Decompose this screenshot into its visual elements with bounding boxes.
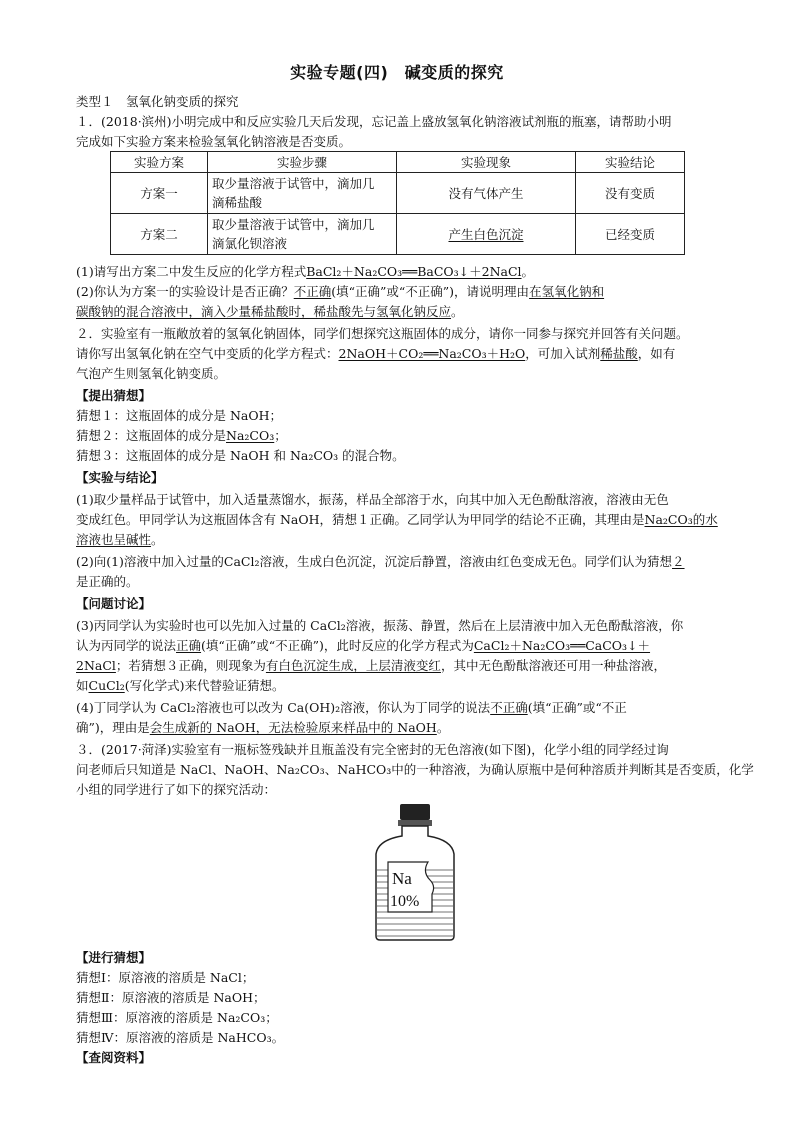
- bottle-cap: [400, 804, 430, 820]
- table-cell: [208, 214, 397, 255]
- step1-line1: (1)取少量样品于试管中，加入适量蒸馏水，振荡，样品全部溶于水，向其中加入无色酚酞溶液，溶液由无色: [76, 492, 669, 507]
- q1-sub2: [76, 282, 748, 302]
- bottle-cap-ring: [398, 820, 432, 826]
- discussion-heading: 【问题讨论】: [76, 596, 152, 611]
- question-text: 猜想２：这瓶固体的成分是: [76, 428, 227, 443]
- q1-intro-2: 完成如下实验方案来检验氢氧化钠溶液是否变质。: [76, 134, 352, 149]
- table-row: [111, 214, 685, 255]
- step1-line2: [76, 510, 748, 530]
- step1-line3: [76, 530, 748, 550]
- q2-equation-cont: 气泡产生则氢氧化钠变质。: [76, 366, 227, 381]
- question-text: (1)请写出方案二中发生反应的化学方程式: [76, 264, 307, 279]
- question-text: ，可加入试剂: [525, 346, 601, 361]
- answer-blank: 不正确: [293, 284, 332, 299]
- hypothesis-1: 猜想１：这瓶固体的成分是 NaOH；: [76, 408, 283, 423]
- question-text: 请你写出氢氧化钠在空气中变质的化学方程式：: [76, 346, 339, 361]
- guess-4: 猜想Ⅳ：原溶液的溶质是 NaHCO₃。: [76, 1030, 285, 1045]
- hypothesis-3: 猜想３：这瓶固体的成分是 NaOH 和 Na₂CO₃ 的混合物。: [76, 448, 405, 463]
- step-text: 滴稀盐酸: [212, 195, 263, 210]
- question-text: 。: [521, 264, 535, 279]
- step-text: 滴氯化钡溶液: [212, 236, 288, 251]
- question-text: ；若猜想３正确，则现象为: [115, 658, 266, 673]
- reference-heading: 【查阅资料】: [76, 1050, 152, 1065]
- answer-blank: Na₂CO₃: [226, 428, 275, 443]
- answer-blank: 溶液也呈碱性: [76, 532, 152, 547]
- answer-blank: 碳酸钠的混合溶液中，滴入少量稀盐酸时，稀盐酸先与氢氧化钠反应: [76, 304, 452, 319]
- table-header: 实验结论: [576, 152, 685, 173]
- step2-line2: 是正确的。: [76, 574, 139, 589]
- q1-intro-1: １．(2018·滨州)小明完成中和反应实验几天后发现，忘记盖上盛放氢氧化钠溶液试剂瓶的瓶塞，请帮助小明: [76, 114, 672, 129]
- step2-line1: [76, 552, 748, 572]
- question-text: (填“正确”或“不正确”)，请说明理由: [331, 284, 530, 299]
- question-text: (4)丁同学认为 CaCl₂溶液也可以改为 Ca(OH)₂溶液，你认为丁同学的说法: [76, 700, 491, 715]
- step3-line1: (3)丙同学认为实验时也可以先加入过量的 CaCl₂溶液，振荡、静置，然后在上层清液中加入无色酚酞溶液，你: [76, 618, 684, 633]
- guess-3: 猜想Ⅲ：原溶液的溶质是 Na₂CO₃；: [76, 1010, 278, 1025]
- answer-blank: 2NaCl: [76, 658, 116, 673]
- question-text: (2)向(1)溶液中加入过量的CaCl₂溶液，生成白色沉淀，沉淀后静置，溶液由红色变成无色。同学们认为猜想: [76, 554, 673, 569]
- answer-blank: CaCl₂＋Na₂CO₃══CaCO₃↓＋: [473, 638, 651, 653]
- step4-line2: [76, 718, 748, 738]
- q3-line2: 问老师后只知道是 NaCl、NaOH、Na₂CO₃、NaHCO₃中的一种溶液，为确认原瓶中是何种溶质并判断其是否变质，化学: [76, 762, 754, 777]
- answer-blank: CuCl₂: [88, 678, 125, 693]
- answer-blank: 不正确: [490, 700, 528, 715]
- answer-blank: 有白色沉淀生成，上层清液变红: [265, 658, 441, 673]
- answer-blank: ２: [672, 554, 685, 569]
- guess-2: 猜想Ⅱ：原溶液的溶质是 NaOH；: [76, 990, 266, 1005]
- question-text: ，其中无色酚酞溶液还可用一种盐溶液，: [440, 658, 666, 673]
- table-header: 实验方案: [111, 152, 208, 173]
- label-text-bottom: 10%: [390, 893, 420, 910]
- table-cell: [397, 214, 576, 255]
- question-text: 如: [76, 678, 89, 693]
- table-cell: 方案一: [111, 173, 208, 214]
- table-row: [111, 173, 685, 214]
- step3-line3: [76, 656, 748, 676]
- question-text: 。: [151, 532, 164, 547]
- answer-blank: 会生成新的 NaOH，无法检验原来样品中的 NaOH: [149, 720, 437, 735]
- answer-blank: 正确: [176, 638, 202, 653]
- hypothesis-heading: 【提出猜想】: [76, 388, 152, 403]
- step-text: 取少量溶液于试管中，滴加几: [212, 217, 375, 232]
- guess-1: 猜想Ⅰ：原溶液的溶质是 NaCl；: [76, 970, 255, 985]
- table-cell: [208, 173, 397, 214]
- q3-line1: ３．(2017·菏泽)实验室有一瓶标签残缺并且瓶盖没有完全密封的无色溶液(如下图)，化学小组的同学经过询: [76, 742, 669, 757]
- table-header-row: [111, 152, 685, 173]
- question-text: 认为丙同学的说法: [76, 638, 177, 653]
- step-text: 取少量溶液于试管中，滴加几: [212, 176, 375, 191]
- table-cell: 没有气体产生: [397, 173, 576, 214]
- question-text: (写化学式)来代替验证猜想。: [124, 678, 285, 693]
- question-text: 。: [436, 720, 450, 735]
- experiment-table: [110, 151, 685, 255]
- step4-line1: [76, 698, 748, 718]
- page-title: 实验专题(四) 碱变质的探究: [290, 63, 504, 82]
- answer-blank: BaCl₂＋Na₂CO₃══BaCO₃↓＋2NaCl: [306, 264, 522, 279]
- table-cell: 已经变质: [576, 214, 685, 255]
- question-text: 变成红色。甲同学认为这瓶固体含有 NaOH，猜想１正确。乙同学认为甲同学的结论不正确，其理由是: [76, 512, 645, 527]
- q3-line3: 小组的同学进行了如下的探究活动：: [76, 782, 277, 797]
- answer-blank: 产生白色沉淀: [448, 226, 524, 242]
- q1-sub1: [76, 262, 748, 282]
- q2-equation: [76, 344, 748, 364]
- question-text: 。: [451, 304, 464, 319]
- answer-blank: 2NaOH＋CO₂══Na₂CO₃＋H₂O: [338, 346, 526, 361]
- table-header: 实验步骤: [208, 152, 397, 173]
- question-text: (填“正确”或“不正确”)，此时反应的化学方程式为: [201, 638, 474, 653]
- question-text: 确”)，理由是: [76, 720, 150, 735]
- question-text: ；: [274, 428, 287, 443]
- answer-blank: 稀盐酸: [600, 346, 638, 361]
- label-text-top: Na: [392, 869, 412, 888]
- experiment-heading: 【实验与结论】: [76, 470, 164, 485]
- step3-line4: [76, 676, 748, 696]
- table-cell: 没有变质: [576, 173, 685, 214]
- q1-sub2-cont: [76, 302, 748, 322]
- question-text: (填“正确”或“不正: [527, 700, 627, 715]
- q2-intro: ２．实验室有一瓶敞放着的氢氧化钠固体，同学们想探究这瓶固体的成分，请你一同参与探究并回答有关问题。: [76, 326, 689, 341]
- step3-line2: [76, 636, 748, 656]
- table-header: 实验现象: [397, 152, 576, 173]
- answer-blank: 在氢氧化钠和: [529, 284, 605, 299]
- reagent-bottle-illustration: [370, 802, 460, 942]
- table-cell: 方案二: [111, 214, 208, 255]
- hypothesis-2: [76, 426, 748, 446]
- answer-blank: Na₂CO₃的水: [644, 512, 718, 527]
- question-text: (2)你认为方案一的实验设计是否正确？: [76, 284, 294, 299]
- type1-heading: 类型１ 氢氧化钠变质的探究: [76, 94, 239, 109]
- question-text: ，如有: [637, 346, 676, 361]
- guess-heading: 【进行猜想】: [76, 950, 152, 965]
